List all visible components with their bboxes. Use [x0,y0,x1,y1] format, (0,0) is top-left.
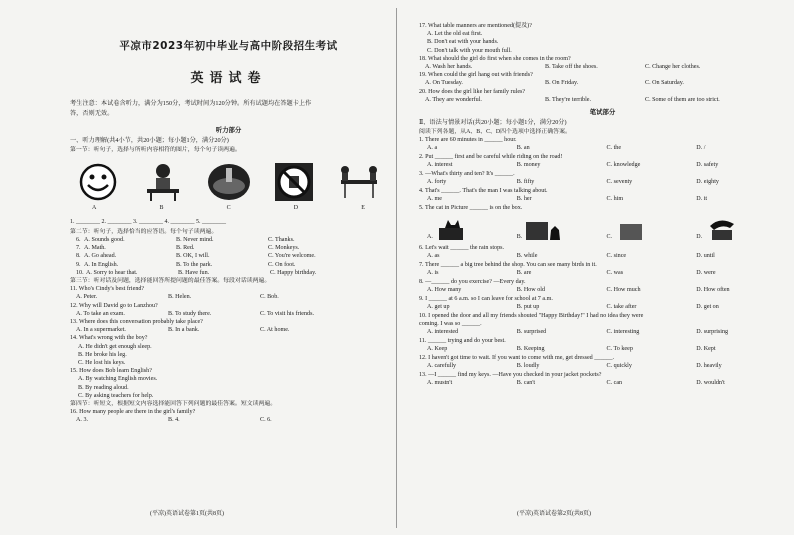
cat-jumping-box-icon [702,218,742,240]
girl-writing-picture [141,162,185,202]
part1-1-instruction: 第一节：听句子，选择与所听内容相符的图片，每个句子读两遍。 [70,146,241,153]
part1-3-instruction: 第三节：听对话及问题，选择能回答所提问题的最佳答案。每段对话读两遍。 [70,278,271,285]
question-17-option-c: C. Don't talk with your mouth full. [427,47,512,54]
question-12: 12. Why will David go to Lanzhou? [70,302,158,309]
question-11-options: A. Peter. B. Helen. C. Bob. [76,294,279,301]
exam-title: 平凉市2023年初中毕业与高中阶段招生考试 [119,40,338,52]
question-20: 20. How does the girl like her family rules? [419,88,526,95]
part1-4-instruction: 第四节：听短文，根据短文内容选择能回答下列问题的最佳答案。短文读两遍。 [70,401,277,408]
part1-heading: 一、听力理解(共4小节，共20小题；每小题1分，满分20分) [70,137,229,144]
question-9: 9. A. In English. B. To the park. C. On foot. [76,261,296,268]
question-12-options: A. To take an exam. B. To study there. C. To visit his friends. [76,310,314,317]
grammar-question-6-options: A. as B. while C. since D. until [427,253,715,260]
grammar-question-6: 6. Let's wait ______ the rain stops. [419,245,505,252]
grammar-question-3-options: A. forty B. fifty C. seventy D. eighty [427,179,719,186]
grammar-question-12-options: A. carefully B. loudly C. quickly D. heavily [427,363,722,370]
grammar-question-13-options: A. mustn't B. can't C. can D. wouldn't [427,380,725,387]
grammar-question-4: 4. That's ______. That's the man I was talking about. [419,187,548,194]
picture-letters: A B C D E [92,204,365,211]
question-7: 7. A. Math. B. Red. C. Monkeys. [76,245,300,252]
question-14: 14. What's wrong with the boy? [70,335,148,342]
grammar-question-11-options: A. Keep B. Keeping C. To keep D. Kept [427,346,716,353]
question-15-option-a: A. By watching English movies. [78,376,158,383]
question-20-options: A. They are wonderful. B. They're terrible. C. Some of them are too strict. [425,96,720,103]
grammar-question-9-options: A. get up B. put up C. take after D. get on [427,304,719,311]
question-16: 16. How many people are there in the girl's family? [70,409,196,416]
page-footer-1: (平凉)英语试卷第1页(共8页) [150,511,224,517]
written-section-title: 笔试部分 [589,108,616,117]
question-17: 17. What table manners are mentioned(提及)? [419,23,532,29]
listening-section-title: 听力部分 [215,126,242,134]
right-page [397,0,794,535]
exam-subtitle: 英语试卷 [190,71,267,86]
box-only-icon [612,218,652,240]
answer-blanks-1-5: 1. ________ 2. ________ 3. ________ 4. ________ 5. ________ [70,218,226,225]
grammar-question-5: 5. The cat in Picture ______ is on the box. [419,204,523,211]
park-scene-picture [207,162,251,202]
question-17-option-b: B. Don't eat with your hands. [427,39,499,46]
grammar-question-2-options: A. interest B. money C. knowledge D. safety [427,162,719,169]
grammar-question-10-line1: 10. I opened the door and all my friends shouted "Happy Birthday!" I had no idea they were [419,313,644,320]
question-19-options: A. On Tuesday. B. On Friday. C. On Saturday. [425,80,684,87]
grammar-question-10-line2: coming. I was so ______. [419,321,482,328]
grammar-question-5-pictures [419,216,786,240]
question-14-option-b: B. He broke his leg. [78,351,127,358]
question-15-option-b: B. By reading aloud. [78,384,129,391]
question-10: 10. A. Sorry to hear that. B. Have fun. C. Happy birthday. [76,269,317,276]
picture-row [70,162,387,202]
question-11: 11. Who's Cindy's best friend? [70,286,145,293]
grammar-question-10-options: A. interested B. surprised C. interesting D. surprising [427,329,729,336]
question-16-options: A. 3. B. 4. C. 6. [76,417,272,424]
grammar-question-2: 2. Put ______ first and be careful while riding on the road! [419,153,563,160]
exam-notice: 考生注意：本试卷含听力，满分为150分，考试时间为120分钟。所有试题均在答题卡上作 答，否则无效。 [70,100,312,117]
part2-heading: Ⅱ、语法与情景对话(共20小题；每小题1分，满分20分) [419,119,567,127]
question-13: 13. Where does this conversation probably take place? [70,319,203,326]
grammar-question-8-options: A. How many B. How old C. How much D. How often [427,287,730,294]
question-6: 6. A. Sounds good. B. Never mind. C. Thanks. [76,237,295,243]
grammar-question-9: 9. I ______ at 6 a.m. so I can leave for school at 7 a.m. [419,296,553,303]
part1-2-instruction: 第二节：听句子，选择恰当的应答语。每个句子读两遍。 [70,228,218,235]
question-8: 8. A. Go ahead. B. OK, I will. C. You're welcome. [76,253,316,260]
grammar-question-12: 12. I haven't got time to wait. If you want to come with me, get dressed ______. [419,355,615,362]
question-13-options: A. In a supermarket. B. In a bank. C. At home. [76,327,290,334]
grammar-question-8: 8. —______ do you exercise? —Every day. [419,279,526,286]
grammar-question-7-options: A. is B. are C. was D. were [427,270,716,277]
no-eating-sign-picture [272,162,316,202]
question-19: 19. When could the girl hang out with friends? [419,72,533,79]
question-14-option-c: C. He lost his keys. [78,360,126,367]
question-17-option-a: A. Let the old eat first. [427,31,483,38]
smiley-face-picture [76,162,120,202]
question-18-options: A. Wash her hands. B. Take off the shoes. C. Change her clothes. [425,64,701,71]
grammar-question-3: 3. —What's thirty and ten? It's ______. [419,170,515,177]
page-footer-2: (平凉)英语试卷第2页(共8页) [517,511,591,517]
grammar-question-7: 7. There ______ a big tree behind the shop. You can see many birds in it. [419,262,597,269]
question-15-option-c: C. By asking teachers for help. [78,392,154,399]
question-18: 18. What should the girl do first when she comes in the room? [419,55,571,62]
question-15: 15. How does Bob learn English? [70,368,152,375]
option-a-picture: A. [427,218,517,240]
option-c-picture: C. [607,218,697,240]
grammar-question-4-options: A. me B. her C. him D. it [427,196,708,203]
option-d-picture: D. [696,218,786,240]
grammar-question-11: 11. ______ trying and do your best. [419,338,506,345]
grammar-question-1: 1. There are 60 minutes in ______ hour. [419,136,517,143]
grammar-question-13: 13. —I ______ find my keys. —Have you checked in your jacket pockets? [419,372,602,379]
grammar-question-1-options: A. a B. an C. the D. / [427,145,706,152]
option-b-picture: B. [517,218,607,240]
question-14-option-a: A. He didn't get enough sleep. [78,343,152,350]
cat-beside-box-icon [522,218,562,240]
part2-instruction: 阅读下列各题，从A、B、C、D四个选项中选择正确答案。 [419,128,571,135]
cat-on-box-icon [433,218,473,240]
ping-pong-picture [337,162,381,202]
